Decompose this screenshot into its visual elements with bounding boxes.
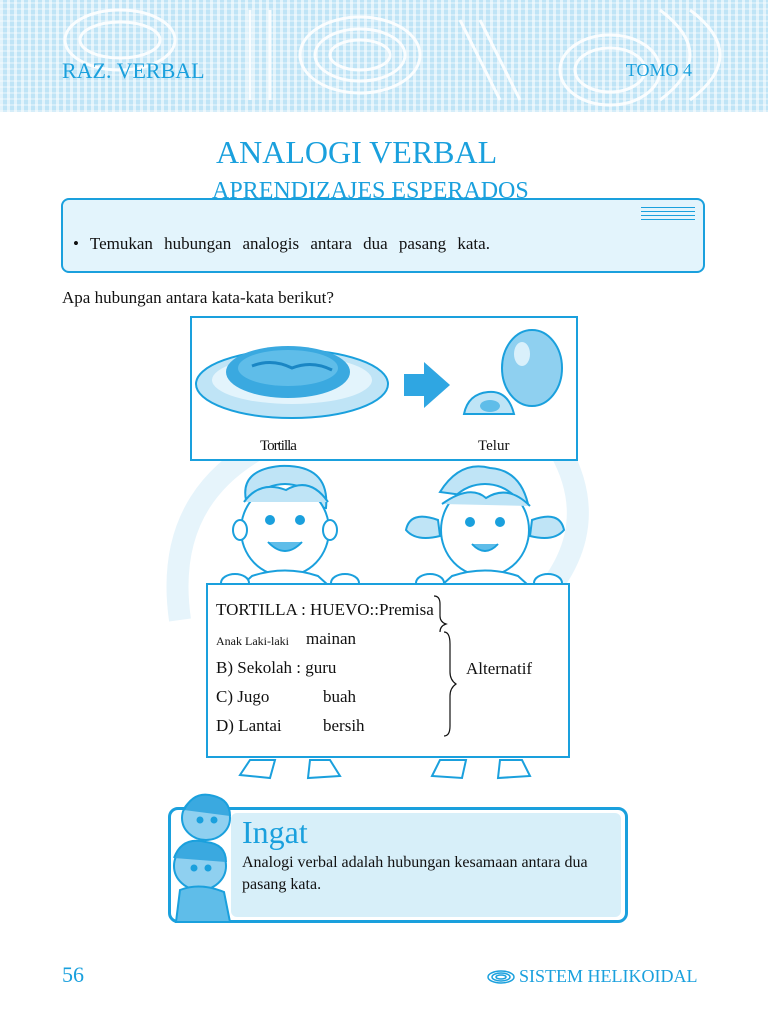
- option-d-right: bersih: [323, 716, 365, 735]
- question-text: Apa hubungan antara kata-kata berikut?: [62, 288, 334, 307]
- footer-brand-text: SISTEM HELIKOIDAL: [519, 966, 698, 986]
- alternatives-label: Alternatif: [466, 659, 533, 678]
- decorative-lines: [641, 206, 695, 220]
- option-c-right: buah: [323, 687, 357, 706]
- option-a-left: Anak Laki-laki: [216, 634, 289, 648]
- brace-icon: [430, 592, 460, 742]
- remember-title: Ingat: [242, 814, 308, 850]
- option-c-left: C) Jugo: [216, 687, 270, 706]
- page-number: 56: [62, 962, 84, 987]
- example-premise: TORTILLA : HUEVO::Premisa: [216, 600, 434, 619]
- remember-children-icon: [164, 786, 244, 926]
- section-subtitle: APRENDIZAJES ESPERADOS: [212, 178, 529, 204]
- header-subject: RAZ. VERBAL: [62, 58, 205, 83]
- option-b: B) Sekolah : guru: [216, 658, 337, 677]
- caption-tortilla: Tortilla: [260, 438, 296, 454]
- header-band: [0, 0, 768, 112]
- objective-text: • Temukan hubungan analogis antara dua pasang kata.: [73, 234, 490, 253]
- footer-brand: [486, 966, 697, 987]
- remember-text: Analogi verbal adalah hubungan kesamaan antara dua pasang kata.: [242, 854, 588, 893]
- helix-logo-icon: [486, 969, 516, 985]
- page-title: ANALOGI VERBAL: [216, 134, 498, 170]
- header-volume: TOMO 4: [625, 60, 692, 80]
- caption-telur: Telur: [478, 438, 510, 454]
- objective-box: [61, 198, 705, 273]
- header-pattern: [0, 0, 768, 112]
- option-d-left: D) Lantai: [216, 716, 282, 735]
- option-a-right: mainan: [306, 629, 357, 648]
